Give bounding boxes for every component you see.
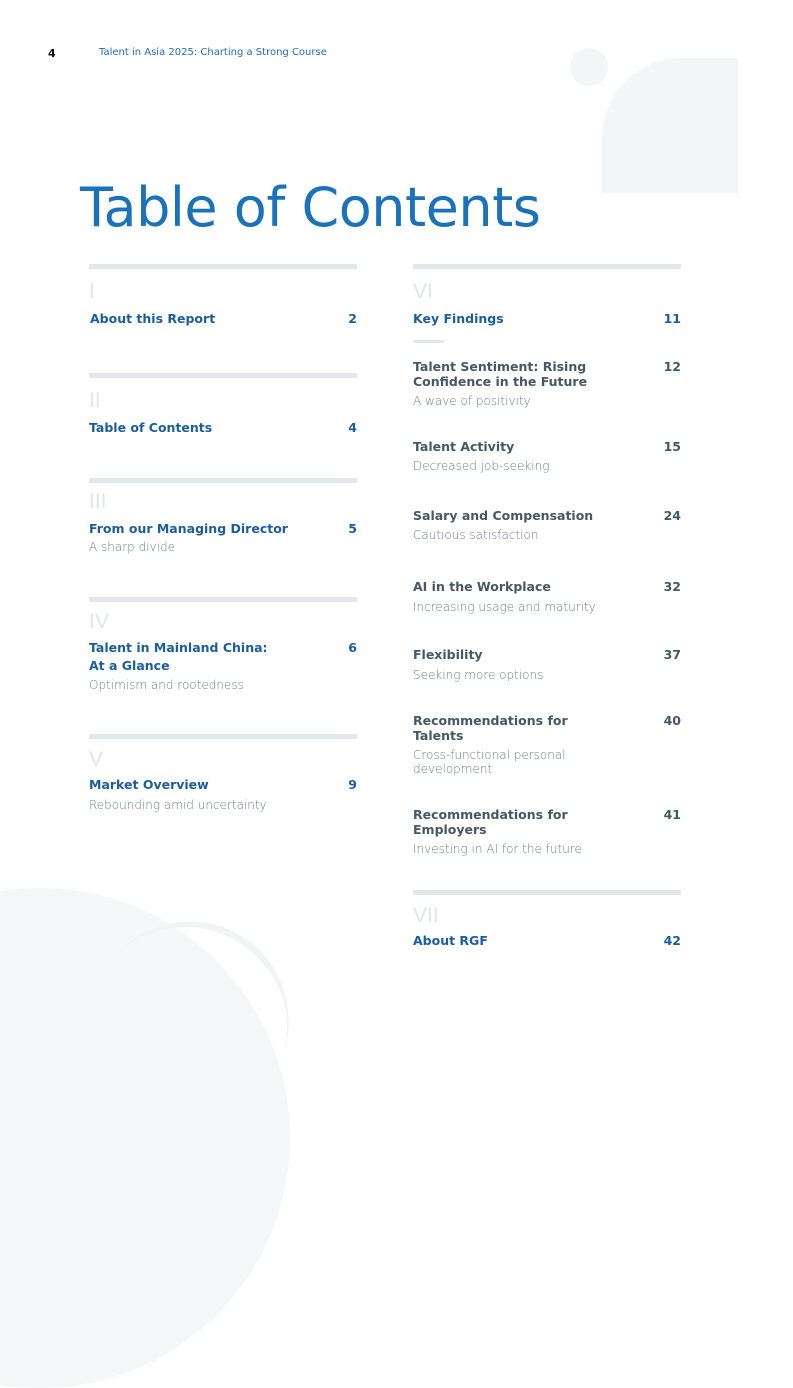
page-title: Table of Contents	[80, 176, 541, 239]
toc-entry-title-line1: Talent in Mainland China:	[89, 640, 268, 655]
section-numeral: VII	[413, 904, 439, 927]
section-numeral: I	[89, 280, 95, 303]
toc-entry-subtitle: A sharp divide	[89, 540, 175, 554]
subsection-divider	[413, 340, 444, 343]
toc-entry-key-findings[interactable]	[413, 311, 681, 326]
toc-subentry-title-line2: Confidence in the Future	[413, 374, 588, 389]
decorative-shape	[602, 58, 738, 193]
section-numeral: III	[89, 490, 107, 513]
toc-entry-page: 9	[348, 777, 357, 792]
section-rule	[89, 734, 357, 739]
toc-entry-page: 5	[348, 521, 357, 536]
section-rule	[89, 478, 357, 483]
toc-subentry-recommendations-talents[interactable]	[413, 713, 681, 776]
toc-entry-title: Market Overview	[89, 777, 209, 792]
toc-subentry-title: Salary and Compensation	[413, 508, 594, 523]
toc-entry-subtitle: Optimism and rootedness	[89, 678, 244, 692]
toc-entry-title: Key Findings	[413, 311, 504, 326]
toc-subentry-subtitle-line2: development	[413, 762, 493, 776]
decorative-circle	[570, 48, 608, 86]
toc-entry-title-line2: At a Glance	[89, 658, 170, 673]
section-rule	[89, 597, 357, 602]
toc-subentry-title: Flexibility	[413, 647, 483, 662]
toc-entry-title: About this Report	[90, 311, 216, 326]
toc-entry-managing-director[interactable]	[89, 521, 357, 554]
toc-subentry-page: 15	[663, 439, 681, 454]
toc-subentry-ai-workplace[interactable]	[413, 579, 681, 614]
toc-entry-subtitle: Rebounding amid uncertainty	[89, 798, 267, 812]
toc-subentry-page: 24	[663, 508, 681, 523]
toc-subentry-talent-activity[interactable]	[413, 439, 681, 473]
toc-entry-page: 6	[348, 640, 357, 655]
toc-entry-page: 42	[663, 933, 681, 948]
section-numeral: V	[89, 748, 104, 771]
toc-subentry-title: Talent Activity	[413, 439, 515, 454]
section-rule	[413, 890, 681, 895]
toc-subentry-flexibility[interactable]	[413, 647, 681, 682]
toc-subentry-title-line1: Talent Sentiment: Rising	[413, 359, 587, 374]
toc-entry-about-rgf[interactable]	[413, 933, 681, 948]
toc-subentry-subtitle-line1: Cross-functional personal	[413, 748, 566, 762]
toc-entry-table-of-contents[interactable]	[89, 420, 357, 435]
toc-subentry-subtitle: Decreased job-seeking	[413, 459, 550, 473]
toc-subentry-subtitle: Investing in AI for the future	[413, 842, 582, 856]
section-rule	[413, 264, 681, 269]
toc-subentry-page: 41	[663, 807, 681, 822]
toc-entry-page: 11	[663, 311, 681, 326]
toc-subentry-page: 12	[663, 359, 681, 374]
toc-subentry-title-line2: Employers	[413, 822, 487, 837]
section-numeral: VI	[413, 280, 433, 303]
toc-subentry-salary[interactable]	[413, 508, 681, 542]
page-number: 4	[48, 47, 56, 60]
section-rule	[89, 264, 357, 269]
toc-subentry-title-line2: Talents	[413, 728, 464, 743]
toc-subentry-title-line1: Recommendations for	[413, 807, 568, 822]
toc-subentry-page: 37	[663, 647, 681, 662]
toc-subentry-subtitle: Cautious satisfaction	[413, 528, 539, 542]
toc-entry-market-overview[interactable]	[89, 777, 357, 812]
toc-entry-mainland-china[interactable]	[89, 640, 357, 692]
section-numeral: IV	[89, 610, 109, 633]
toc-entry-page: 2	[348, 311, 357, 326]
toc-entry-title: Table of Contents	[89, 420, 213, 435]
toc-subentry-subtitle: Increasing usage and maturity	[413, 600, 596, 614]
toc-subentry-title: AI in the Workplace	[413, 579, 551, 594]
toc-subentry-title-line1: Recommendations for	[413, 713, 568, 728]
toc-subentry-recommendations-employers[interactable]	[413, 807, 681, 856]
running-header-title: Talent in Asia 2025: Charting a Strong Course	[99, 47, 327, 58]
toc-entry-title: From our Managing Director	[89, 521, 288, 536]
toc-entry-about-report[interactable]	[90, 311, 357, 326]
toc-subentry-page: 32	[663, 579, 681, 594]
toc-subentry-subtitle: Seeking more options	[413, 668, 544, 682]
toc-subentry-page: 40	[663, 713, 681, 728]
toc-entry-page: 4	[348, 420, 357, 435]
toc-entry-title: About RGF	[413, 933, 488, 948]
section-rule	[89, 373, 357, 378]
toc-subentry-subtitle: A wave of positivity	[413, 394, 531, 408]
toc-subentry-talent-sentiment[interactable]	[413, 359, 681, 408]
section-numeral: II	[89, 389, 101, 412]
